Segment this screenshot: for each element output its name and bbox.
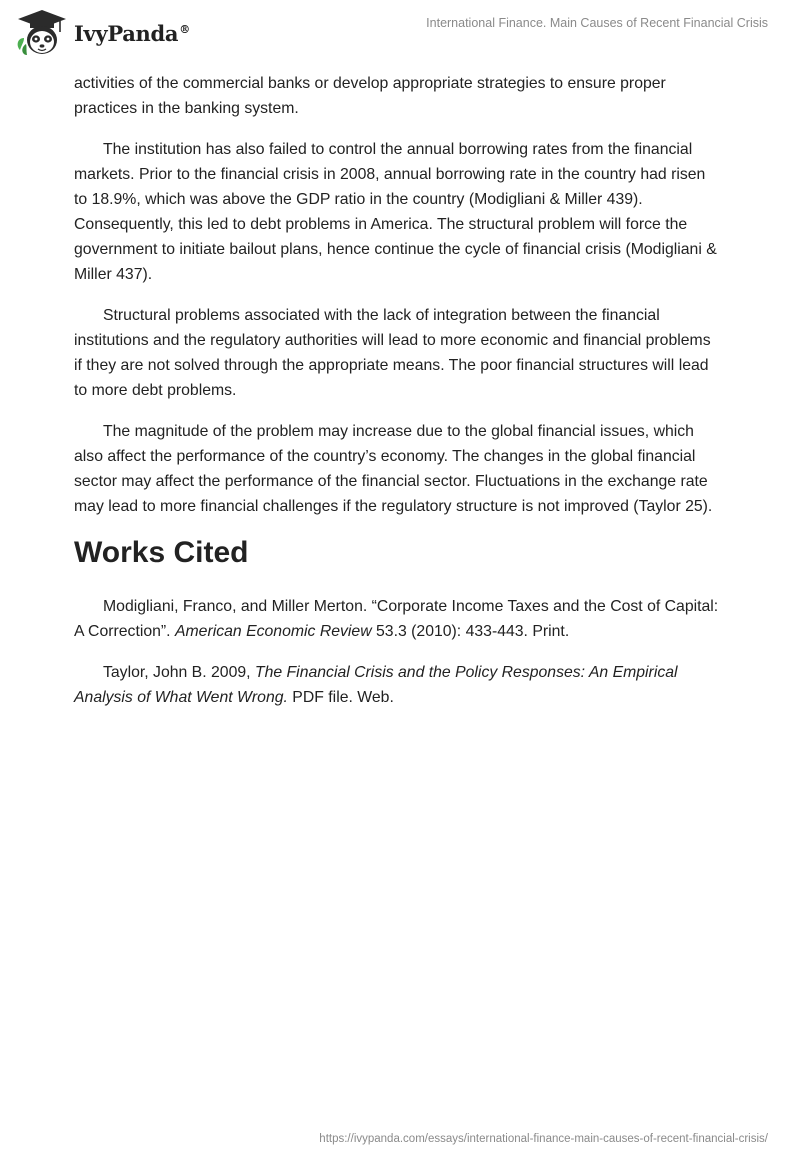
body-paragraph: activities of the commercial banks or develop appropriate strategies to ensure proper practices in the banking system. [74, 75, 666, 117]
essay-content [74, 71, 722, 726]
brand-logo[interactable] [14, 8, 190, 58]
registered-mark: ® [179, 22, 190, 36]
citation-source-title: The Financial Crisis and the Policy Responses: An Empirical Analysis of What Went Wrong. [74, 664, 678, 706]
page-header [0, 0, 800, 70]
citation-text: Modigliani, Franco, and Miller Merton. “Corporate Income Taxes and the Cost of Capital: A Correction”. [74, 598, 719, 640]
panda-graduate-icon [14, 8, 70, 58]
source-url[interactable]: https://ivypanda.com/essays/international-finance-main-causes-of-recent-financial-crisis/ [319, 1133, 768, 1145]
citation-entry [74, 660, 722, 710]
document-title: International Finance. Main Causes of Recent Financial Crisis [426, 16, 768, 30]
citation-text: Taylor, John B. 2009, [103, 664, 255, 681]
body-paragraph: The institution has also failed to control the annual borrowing rates from the financial markets. Prior to the financial crisis in 2008, annual borrowing rate in the country had risen to 18.9%, which was above the GDP ratio in the country (Modigliani & Miller 439). Consequently, this led to debt problems in America. The structural problem will force the government to initiate bailout plans, hence continue the cycle of financial crisis (Modigliani & Miller 437). [74, 141, 717, 283]
citation-details: PDF file. Web. [287, 689, 394, 706]
brand-name: IvyPanda® [74, 20, 190, 46]
citation-entry [74, 594, 722, 644]
body-paragraph: Structural problems associated with the lack of integration between the financial institutions and the regulatory authorities will lead to more economic and financial problems if they are not solved through the appropriate means. The poor financial structures will lead to more debt problems. [74, 307, 711, 399]
citation-details: 53.3 (2010): 433-443. Print. [371, 623, 570, 640]
body-paragraph: The magnitude of the problem may increase due to the global financial issues, which also affect the performance of the country’s economy. The changes in the global financial sector may affect the performance of the financial sector. Fluctuations in the exchange rate may lead to more financial challenges if the regulatory structure is not improved (Taylor 25). [74, 423, 713, 515]
works-cited-heading: Works Cited [74, 536, 249, 569]
citation-source-title: American Economic Review [174, 623, 372, 640]
